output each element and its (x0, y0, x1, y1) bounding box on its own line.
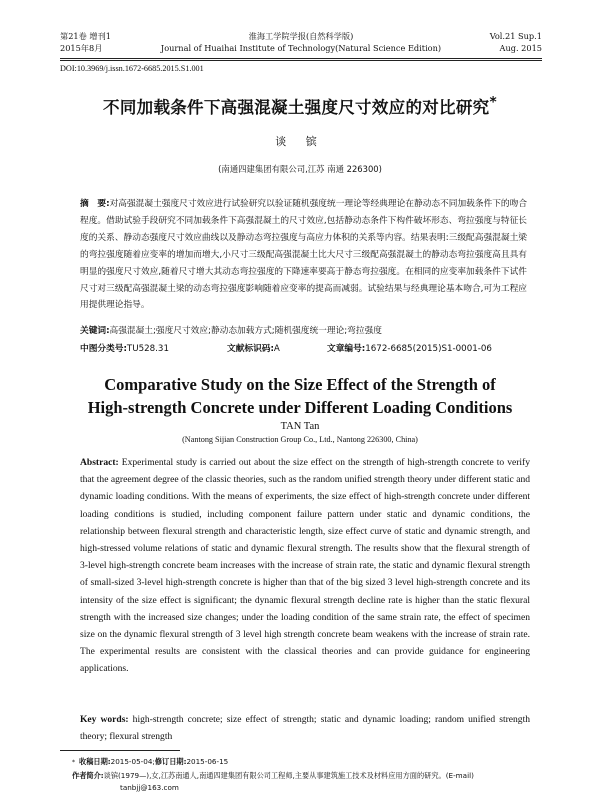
doc-code-value: A (273, 344, 280, 354)
header-journal-cn: 淮海工学院学报(自然科学版) (248, 31, 354, 41)
header-date-cn: 2015年8月 (60, 43, 103, 53)
en-abstract (80, 454, 530, 678)
cn-abstract-label: 摘 要: (80, 199, 110, 209)
en-abstract-text: Experimental study is carried out about the size effect on the strength of high-strength concrete to verify that the agreement degree of the classic theories, such as the random unified strength theory under different static and dynamic loading conditions. With the means of experiments, the size effect of high-strength concrete under different loading conditions is studied, including component failure pattern under static and dynamic conditions, the relationship between flexural strength and characteristic length, size effect curve of static and dynamic strength, and high-stressed volume relations of static and dynamic flexural strength. The results show that the flexural strength of 3-level high-strength concrete beam increases with the increase of strain rate, the static and dynamic flexural strength of small-sized 3-level high-strength concrete is higher than that of the big sized 3 level high-strength concrete and its intensity of the size effect is significant; the dynamic flexural strength decline rate is higher than the static flexural strength with the increased size changes; under the loading condition of the same strain rate, the effect of specimen size on the dynamic flexural strength of 3 level high strength concrete beam weakens with the increase of strain rate. The experimental results are consistent with the classical theories and can provide guidance for engineering applications. (80, 457, 530, 675)
header-right (452, 30, 542, 54)
cn-title-mark: * (489, 94, 497, 111)
cn-classification (80, 341, 530, 357)
cn-author: 谈 镔 (275, 135, 325, 148)
cn-abstract-text: 对高强混凝土强度尺寸效应进行试验研究以验证随机强度统一理论等经典理论在静动态不同加载条件下的吻合程度。借助试验手段研究不同加载条件下高强混凝土的尺寸效应,包括静动态条件下构件破坏形态、弯拉强度与特征长度的关系、静动态强度尺寸效应曲线以及静动态弯拉强度与高应力体积的关系等内容。结果表明:三级配高强混凝土梁的弯拉强度随着应变率的增加而增大,小尺寸三级配高强混凝土比大尺寸三级配高强混凝土的静动态弯拉强度高且具有明显的强度尺寸效应,随着尺寸增大其动态弯拉强度的下降速率要高于静态弯拉强度。在相同的应变率加载条件下试件尺寸对三级配高强混凝土梁的动态弯拉强度影响随着应变率的提高而减弱。试验结果与经典理论基本吻合,可为工程应用提供理论指导。 (80, 199, 528, 311)
footnote-divider (60, 750, 180, 751)
cn-title-text: 不同加载条件下高强混凝土强度尺寸效应的对比研究 (103, 98, 490, 117)
cn-keywords (80, 323, 530, 339)
revised-value: 2015-06-15 (186, 757, 229, 766)
header-volume-cn: 第21卷 增刊1 (60, 31, 111, 41)
footnote-dates (72, 756, 542, 770)
en-author: TAN Tan (280, 421, 320, 432)
cn-keywords-label: 关键词: (80, 326, 110, 336)
cn-affiliation: (南通四建集团有限公司,江苏 南通 226300) (218, 164, 382, 174)
received-value: 2015-05-04; (110, 757, 155, 766)
revised-label: 修订日期: (154, 757, 187, 766)
article-no-value: 1672-6685(2015)S1-0001-06 (365, 344, 492, 354)
header-divider (60, 58, 542, 59)
article-number (327, 341, 492, 357)
header-divider-thin (60, 60, 542, 61)
en-title (0, 373, 600, 419)
header-left (60, 30, 150, 54)
footnote (72, 756, 542, 795)
header-volume-en: Vol.21 Sup.1 (489, 31, 542, 41)
en-title-line2: High-strength Concrete under Different Loading Conditions (87, 398, 513, 417)
en-keywords-text: high-strength concrete; size effect of strength; static and dynamic loading; random unified strength theory; flexural strength (80, 714, 531, 743)
article-no-label: 文章编号: (327, 344, 366, 354)
doc-code (227, 341, 280, 357)
header-journal-en: Journal of Huaihai Institute of Technology(Natural Science Edition) (160, 43, 442, 53)
footnote-bio (72, 770, 542, 783)
received-label: 收稿日期: (79, 757, 111, 766)
cn-title (0, 94, 600, 118)
bio-label: 作者简介: (72, 770, 104, 780)
doi: DOI:10.3969/j.issn.1672-6685.2015.S1.001 (60, 64, 204, 73)
clc-label: 中图分类号: (80, 344, 127, 354)
cn-abstract (80, 196, 527, 314)
en-affiliation: (Nantong Sijian Construction Group Co., Ltd., Nantong 226300, China) (182, 435, 418, 444)
header-date-en: Aug. 2015 (499, 43, 542, 53)
clc-value: TU528.31 (126, 344, 169, 354)
doc-code-label: 文献标识码: (227, 344, 274, 354)
header-journal (160, 30, 442, 54)
en-keywords (80, 711, 530, 745)
cn-keywords-text: 高强混凝土;强度尺寸效应;静动态加载方式;随机强度统一理论;弯拉强度 (109, 326, 382, 336)
en-title-line1: Comparative Study on the Size Effect of the Strength of (104, 375, 496, 394)
clc-number (80, 341, 169, 357)
bio-text: 谈镔(1979—),女,江苏南通人,南通四建集团有限公司工程师,主要从事建筑施工技术及材料应用方面的研究。(E-mail) (103, 770, 474, 780)
running-header (60, 30, 542, 60)
author-email[interactable]: tanbjj@163.com (120, 783, 179, 792)
en-keywords-label: Key words: (80, 714, 129, 725)
footnote-marker: * (72, 759, 75, 766)
en-abstract-label: Abstract: (80, 457, 119, 468)
